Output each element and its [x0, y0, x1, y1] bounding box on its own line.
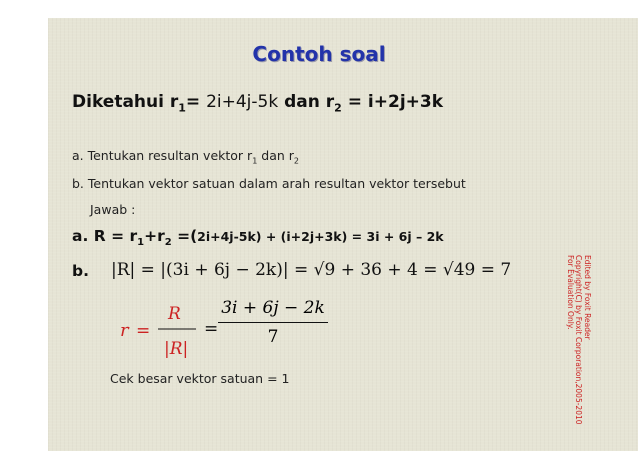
unit-vector-lhs	[118, 296, 200, 362]
lhs-equals: =	[136, 321, 151, 341]
answer-a-p3: =(	[171, 227, 198, 245]
given-sub2: 2	[334, 101, 342, 115]
question-b: b. Tentukan vektor satuan dalam arah resultan vektor tersebut	[72, 176, 466, 191]
check-note: Cek besar vektor satuan = 1	[110, 371, 290, 386]
given-part4: dan r	[284, 92, 335, 112]
given-part5: = i+2j+3k	[347, 92, 444, 112]
answer-a-s2: 2	[164, 237, 172, 249]
question-a-mid: dan r	[257, 148, 294, 163]
given-sub1: 1	[178, 101, 186, 115]
question-a-sub1: 1	[252, 156, 258, 166]
magnitude-equation: |R| = |(3i + 6j − 2k)| = √9 + 36 + 4 = √49 = 7	[111, 260, 512, 280]
watermark-line2: Copyright(C) by Foxit Corporation,2005-2010	[574, 255, 584, 425]
unit-vector-rhs	[218, 298, 328, 358]
watermark-line1: Edited by Foxit Reader	[583, 255, 592, 340]
watermark-line3: For Evaluation Only.	[566, 255, 575, 330]
given-statement	[72, 92, 443, 114]
foxit-watermark	[566, 255, 592, 425]
jawab-label: Jawab :	[90, 202, 136, 217]
given-part1: Diketahui r	[72, 92, 179, 112]
question-a-sub2: 2	[293, 156, 299, 166]
answer-a	[72, 227, 444, 248]
question-a-prefix: a. Tentukan resultan vektor r	[72, 148, 253, 163]
answer-a-s1: 1	[137, 237, 145, 249]
unit-vector-symbol: r	[120, 320, 129, 341]
slide-title: Contoh soal	[252, 42, 386, 66]
answer-a-p2: +r	[144, 227, 165, 245]
rhs-denominator: 7	[267, 327, 279, 347]
rhs-equals: =	[204, 319, 219, 339]
answer-a-p4: 2i+4j-5k) + (i+2j+3k) = 3i + 6j – 2k	[197, 229, 444, 244]
lhs-denominator: |R|	[164, 339, 189, 359]
question-a	[72, 148, 299, 166]
given-part2: =	[185, 92, 201, 112]
lhs-numerator: R	[168, 304, 181, 324]
rhs-numerator: 3i + 6j − 2k	[221, 298, 325, 318]
answer-b-label: b.	[72, 262, 89, 280]
rhs-fraction-bar	[218, 322, 328, 323]
answer-a-p1: a. R = r	[72, 227, 138, 245]
given-vector-r1: 2i+4j-5k	[206, 92, 279, 112]
